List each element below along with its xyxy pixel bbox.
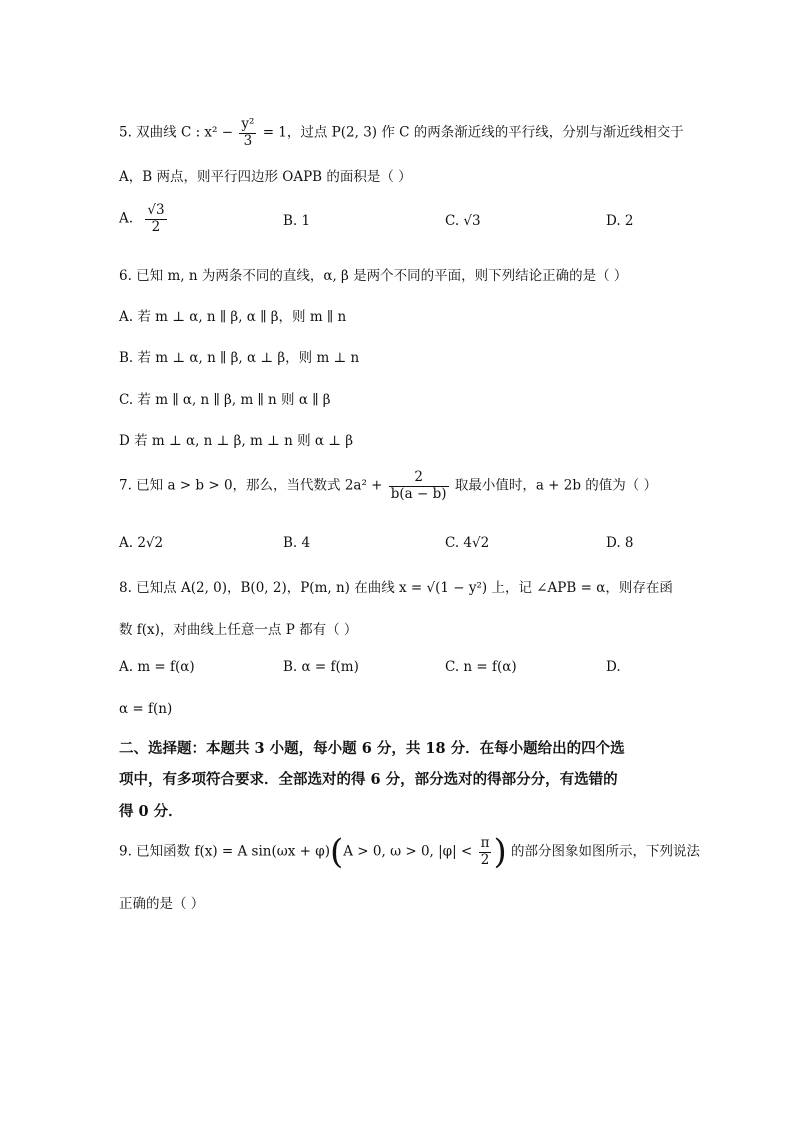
q9-stem-line2: 正确的是（ ）: [119, 896, 205, 912]
q8-option-c: C. n = f(α): [445, 659, 517, 675]
q6-option-c: C. 若 m ∥ α, n ∥ β, m ∥ n 则 α ∥ β: [119, 392, 331, 408]
q7-option-d: D. 8: [606, 535, 634, 551]
q5-stem-line1: [119, 117, 684, 149]
q5-option-a: A. $\frac{√3}{2}$: [119, 202, 165, 235]
q6-option-a: A. 若 m ⊥ α, n ∥ β, α ∥ β，则 m ∥ n: [119, 309, 347, 325]
q7-stem: 7. 已知 a > b > 0，那么，当代数式 2a² + $\frac{2}{b(a - b)}$ 取最小值时，a + 2b 的值为（ ）: [119, 469, 658, 502]
q7-option-b: B. 4: [283, 535, 311, 551]
section2-line3: 得 0 分．: [119, 803, 183, 820]
q6-stem: 6. 已知 m, n 为两条不同的直线，α, β 是两个不同的平面，则下列结论正确的是（ ）: [119, 268, 628, 284]
section2-line2: 项中，有多项符合要求．全部选对的得 6 分，部分选对的得部分分，有选错的: [119, 771, 618, 788]
q5-number: 5. 双曲线: [119, 124, 177, 141]
q5-fraction: $\frac{\text{y²}}{3}$: [241, 116, 255, 149]
q9-fraction: $\frac{\pi}{2}$: [480, 834, 490, 868]
q8-option-b: B. α = f(m): [283, 659, 359, 675]
q8-option-d: D.: [606, 659, 621, 675]
q7-fraction: $\frac{2}{b(a - b)}$: [390, 469, 447, 502]
section2-line1: 二、选择题：本题共 3 小题，每小题 6 分，共 18 分．在每小题给出的四个选: [119, 740, 625, 757]
q9-stem-line1: 9. 已知函数 f(x) = A sin(ωx + φ)(A > 0, ω > 0, |φ| < $\frac{\pi}{2}$ ) 的部分图象如图所示，下列说法: [119, 832, 701, 872]
q8-option-d-continued: α = f(n): [119, 701, 173, 717]
q8-stem-line1: 8. 已知点 A(2, 0)，B(0, 2)，P(m, n) 在曲线 x = √(1 − y²) 上，记 ∠APB = α，则存在函: [119, 580, 673, 596]
q8-option-a: A. m = f(α): [119, 659, 195, 675]
q7-option-c: C. 4√2: [445, 535, 490, 551]
q5-option-b: B. 1: [283, 213, 311, 229]
q6-option-d: D 若 m ⊥ α, n ⊥ β, m ⊥ n 则 α ⊥ β: [119, 433, 354, 449]
q7-option-a: A. 2√2: [119, 535, 164, 551]
q5-option-c: C. √3: [445, 213, 481, 229]
q5-stem-line2: A，B 两点，则平行四边形 OAPB 的面积是（ ）: [119, 169, 412, 185]
q8-stem-line2: 数 f(x)，对曲线上任意一点 P 都有（ ）: [119, 622, 358, 638]
q5-stem-tail: = 1，过点 P(2, 3) 作 C 的两条渐近线的平行线，分别与渐近线相交于: [262, 124, 684, 141]
q5-curve-equation: C : x² −: [180, 124, 238, 141]
q5-option-d: D. 2: [606, 213, 634, 229]
q6-option-b: B. 若 m ⊥ α, n ∥ β, α ⊥ β，则 m ⊥ n: [119, 350, 360, 366]
